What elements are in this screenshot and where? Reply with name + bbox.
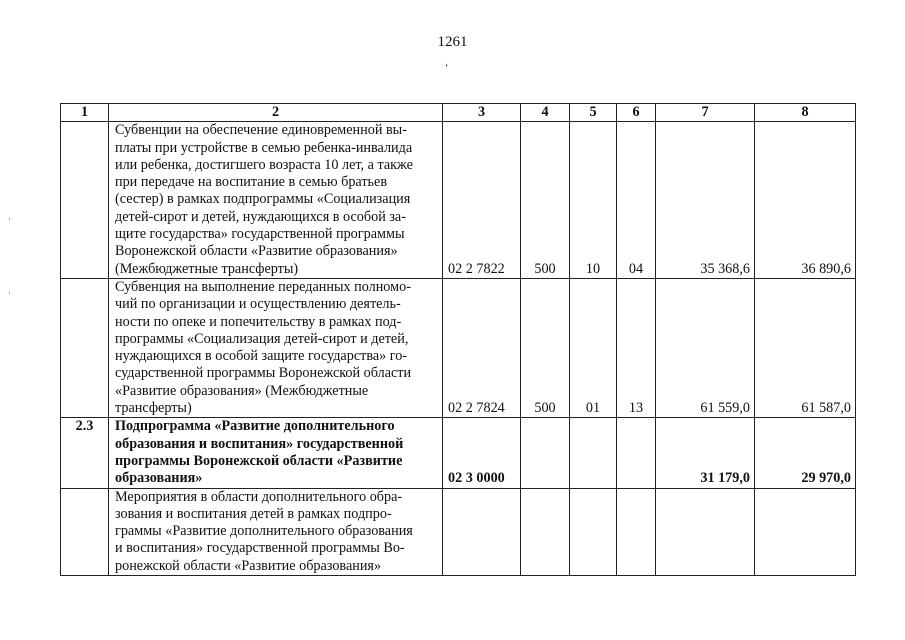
row-vr <box>521 418 570 488</box>
row-description: Субвенции на обеспечение единовременной вы- платы при устройстве в семью ребенка-инвалида или ребенка, достигшего возраста 10 лет, а также при передаче на воспитание в семью братьев (сестер) в рамках подпрограммы «Социализация детей-сирот и детей, нуждающихся в особой за- щите государства» государственной программы Воронежской области «Развитие образования» (Межбюджетные трансферты) <box>109 122 443 279</box>
row-index: 2.3 <box>61 418 109 488</box>
scan-margin-dot: · <box>8 288 11 298</box>
row-rz: 01 <box>570 278 617 417</box>
row-vr: 500 <box>521 278 570 417</box>
row-rz <box>570 418 617 488</box>
table-row <box>61 122 856 279</box>
row-pr: 13 <box>617 278 656 417</box>
row-code: 02 3 0000 <box>443 418 521 488</box>
budget-table <box>60 103 856 576</box>
header-col-1: 1 <box>61 104 109 122</box>
row-description: Мероприятия в области дополнительного обра- зования и воспитания детей в рамках подпро- граммы «Развитие дополнительного образования и воспитания» государственной программы Во- ронежской области «Развитие образования» <box>109 488 443 575</box>
row-rz <box>570 488 617 575</box>
row-sum-2: 36 890,6 <box>755 122 856 279</box>
row-sum-1: 61 559,0 <box>656 278 755 417</box>
row-sum-2: 29 970,0 <box>755 418 856 488</box>
table-header-row <box>61 104 856 122</box>
scan-margin-dot: · <box>8 214 11 224</box>
header-col-2: 2 <box>109 104 443 122</box>
scan-tick-mark: ʻ <box>445 63 449 74</box>
row-sum-1 <box>656 488 755 575</box>
row-sum-2: 61 587,0 <box>755 278 856 417</box>
row-pr <box>617 488 656 575</box>
page-number: 1261 <box>437 34 468 50</box>
header-col-7: 7 <box>656 104 755 122</box>
row-index <box>61 278 109 417</box>
header-col-5: 5 <box>570 104 617 122</box>
row-code: 02 2 7822 <box>443 122 521 279</box>
row-code <box>443 488 521 575</box>
row-sum-2 <box>755 488 856 575</box>
row-sum-1: 35 368,6 <box>656 122 755 279</box>
row-description: Субвенция на выполнение переданных полномо- чий по организации и осуществлению деятель- ности по опеке и попечительству в рамках под- программы «Социализация детей-сирот и детей, нуждающихся в особой защите государства» го- сударственной программы Воронежской области «Развитие образования» (Межбюджетные трансферты) <box>109 278 443 417</box>
row-pr: 04 <box>617 122 656 279</box>
row-sum-1: 31 179,0 <box>656 418 755 488</box>
row-index <box>61 122 109 279</box>
header-col-3: 3 <box>443 104 521 122</box>
row-rz: 10 <box>570 122 617 279</box>
row-index <box>61 488 109 575</box>
row-vr: 500 <box>521 122 570 279</box>
row-description: Подпрограмма «Развитие дополнительного образования и воспитания» государственной программы Воронежской области «Развитие образования» <box>109 418 443 488</box>
table-row-subprogram <box>61 418 856 488</box>
row-pr <box>617 418 656 488</box>
table-row <box>61 278 856 417</box>
row-code: 02 2 7824 <box>443 278 521 417</box>
table-row <box>61 488 856 575</box>
header-col-6: 6 <box>617 104 656 122</box>
header-col-8: 8 <box>755 104 856 122</box>
header-col-4: 4 <box>521 104 570 122</box>
row-vr <box>521 488 570 575</box>
